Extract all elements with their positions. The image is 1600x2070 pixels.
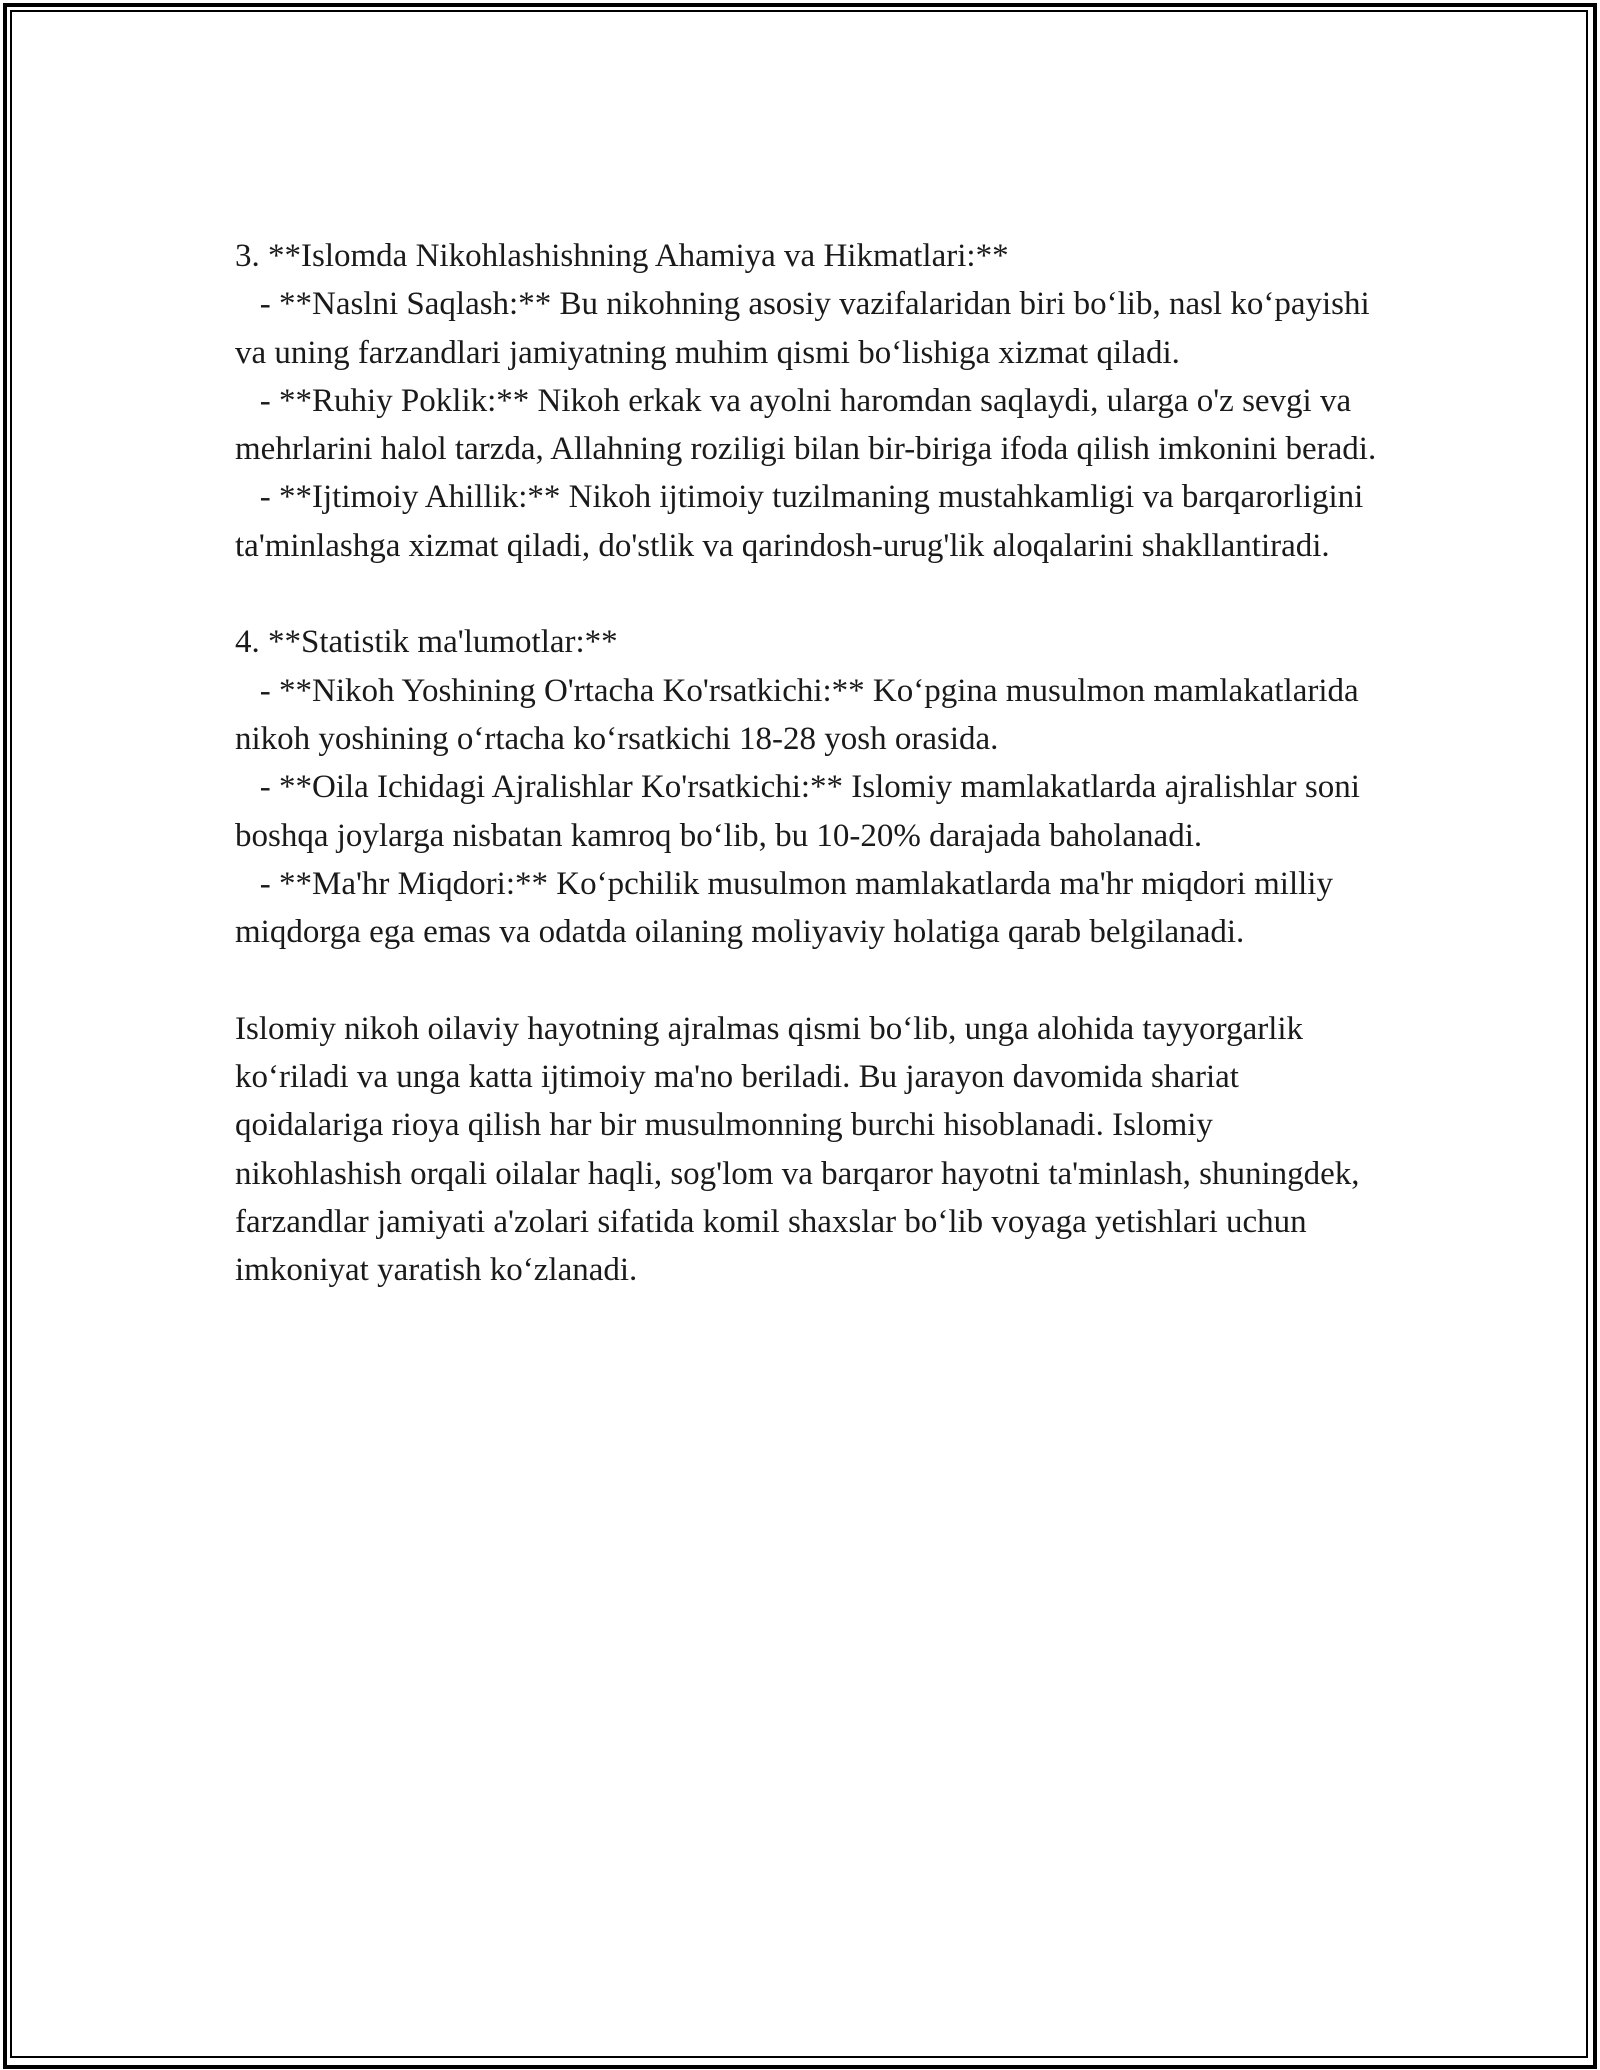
list-item: - **Oila Ichidagi Ajralishlar Ko'rsatkichi:** Islomiy mamlakatlarda ajralishlar soni boshqa joylarga nisbatan kamroq bo‘lib, bu 10-20% darajada baholanadi.: [235, 769, 1369, 854]
conclusion-paragraph: Islomiy nikoh oilaviy hayotning ajralmas qismi bo‘lib, unga alohida tayyorgarlik ko‘riladi va unga katta ijtimoiy ma'no beriladi. Bu jarayon davomida shariat qoidalariga rioya qilish har bir musulmonning burchi hisoblanadi. Islomiy nikohlashish orqali oilalar haqli, sog'lom va barqaror hayotni ta'minlash, shuningdek, farzandlar jamiyati a'zolari sifatida komil shaxslar bo‘lib voyaga yetishlari uchun imkoniyat yaratish ko‘zlanadi.: [235, 1010, 1368, 1289]
list-item: - **Naslni Saqlash:** Bu nikohning asosiy vazifalaridan biri bo‘lib, nasl ko‘payishi va uning farzandlari jamiyatning muhim qismi bo‘lishiga xizmat qiladi.: [235, 286, 1378, 371]
list-item: - **Ruhiy Poklik:** Nikoh erkak va ayolni haromdan saqlaydi, ularga o'z sevgi va mehrlarini halol tarzda, Allahning roziligi bilan bir-biriga ifoda qilish imkonini beradi.: [235, 382, 1377, 468]
section-statistics: [235, 618, 1385, 956]
section-heading: 4. **Statistik ma'lumotlar:**: [235, 624, 618, 661]
document-body: [235, 232, 1385, 1295]
section-heading: 3. **Islomda Nikohlashishning Ahamiya va Hikmatlari:**: [235, 238, 1009, 274]
paragraph-spacer: [235, 956, 1385, 1004]
list-item: - **Nikoh Yoshining O'rtacha Ko'rsatkichi:** Ko‘pgina musulmon mamlakatlarida nikoh yoshining o‘rtacha ko‘rsatkichi 18-28 yosh orasida.: [235, 672, 1367, 757]
list-item: - **Ijtimoiy Ahillik:** Nikoh ijtimoiy tuzilmaning mustahkamligi va barqarorligini ta'minlashga xizmat qiladi, do'stlik va qarindosh-urug'lik aloqalarini shakllantiradi.: [235, 479, 1372, 564]
paragraph-spacer: [235, 570, 1385, 618]
list-item: - **Ma'hr Miqdori:** Ko‘pchilik musulmon mamlakatlarda ma'hr miqdori milliy miqdorga ega emas va odatda oilaning moliyaviy holatiga qarab belgilanadi.: [235, 865, 1342, 951]
section-benefits: [235, 232, 1385, 570]
